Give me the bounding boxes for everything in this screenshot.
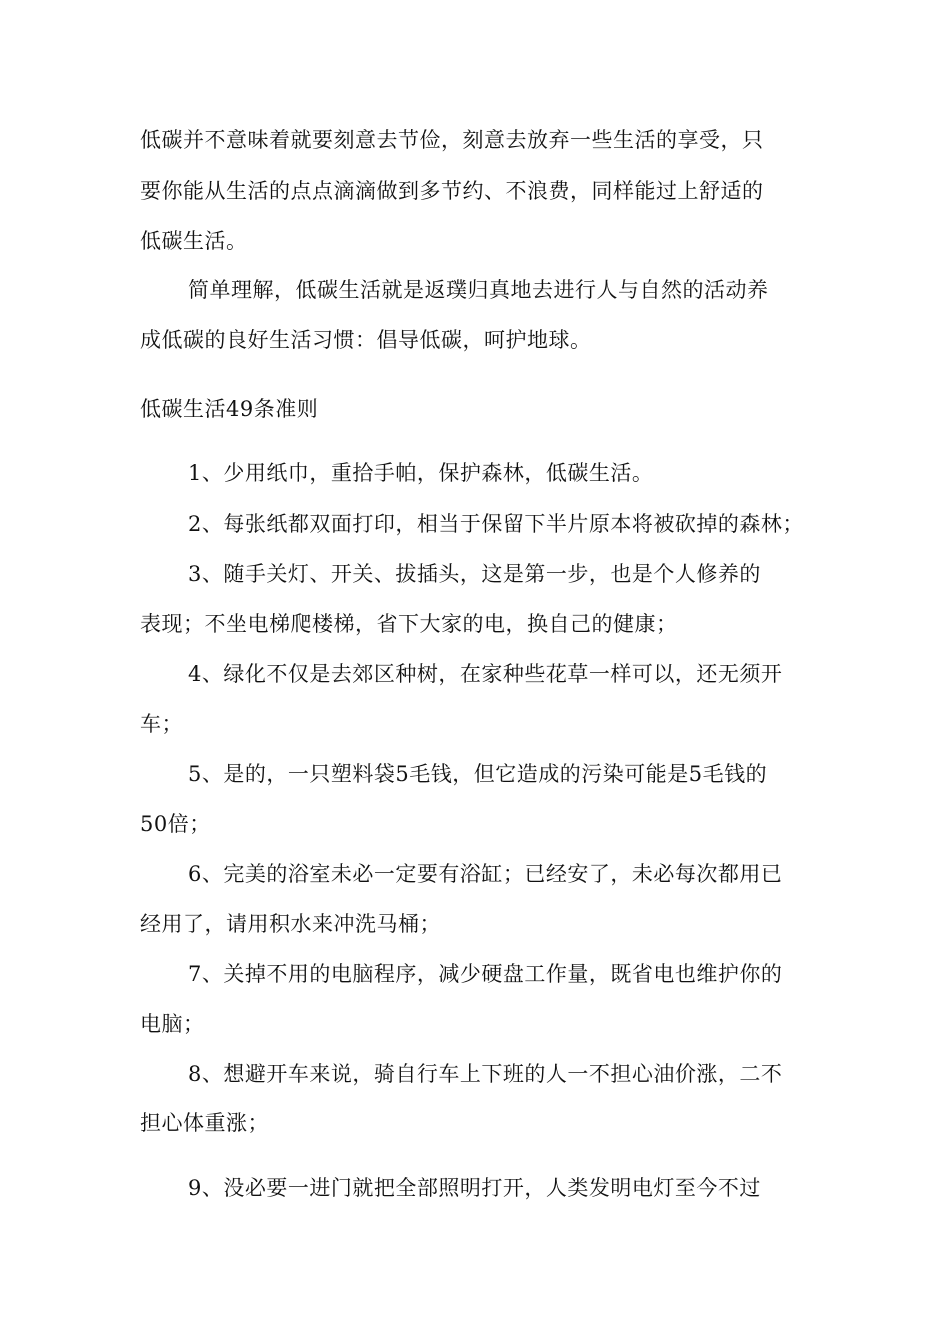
rule-2: 2、每张纸都双面打印，相当于保留下半片原本将被砍掉的森林； xyxy=(188,512,804,536)
summary-line-2: 成低碳的良好生活习惯：倡导低碳，呵护地球。 xyxy=(140,328,592,352)
rule-9-line-1: 9、没必要一进门就把全部照明打开，人类发明电灯至今不过 xyxy=(188,1176,761,1200)
summary-line-1: 简单理解，低碳生活就是返璞归真地去进行人与自然的活动养 xyxy=(188,278,769,302)
rule-3-line-1: 3、随手关灯、开关、拔插头，这是第一步，也是个人修养的 xyxy=(188,562,761,586)
section-title: 低碳生活49条准则 xyxy=(140,397,319,421)
rule-6-line-1: 6、完美的浴室未必一定要有浴缸；已经安了，未必每次都用已 xyxy=(188,862,783,886)
rule-5-line-2: 50倍； xyxy=(140,812,211,836)
rule-7-line-2: 电脑； xyxy=(140,1012,205,1036)
rule-1: 1、少用纸巾，重拾手帕，保护森林，低碳生活。 xyxy=(188,461,654,485)
intro-line-2: 要你能从生活的点点滴滴做到多节约、不浪费，同样能过上舒适的 xyxy=(140,179,764,203)
intro-line-1: 低碳并不意味着就要刻意去节俭，刻意去放弃一些生活的享受，只 xyxy=(140,128,764,152)
intro-line-3: 低碳生活。 xyxy=(140,229,248,253)
rule-8-line-2: 担心体重涨； xyxy=(140,1111,269,1135)
rule-8-line-1: 8、想避开车来说，骑自行车上下班的人一不担心油价涨，二不 xyxy=(188,1062,783,1086)
rule-4-line-1: 4、绿化不仅是去郊区种树，在家种些花草一样可以，还无须开 xyxy=(188,662,783,686)
rule-3-line-2: 表现；不坐电梯爬楼梯，省下大家的电，换自己的健康； xyxy=(140,612,678,636)
rule-7-line-1: 7、关掉不用的电脑程序，减少硬盘工作量，既省电也维护你的 xyxy=(188,962,783,986)
rule-4-line-2: 车； xyxy=(140,712,183,736)
rule-6-line-2: 经用了，请用积水来冲洗马桶； xyxy=(140,912,441,936)
rule-5-line-1: 5、是的，一只塑料袋5毛钱，但它造成的污染可能是5毛钱的 xyxy=(188,762,768,786)
